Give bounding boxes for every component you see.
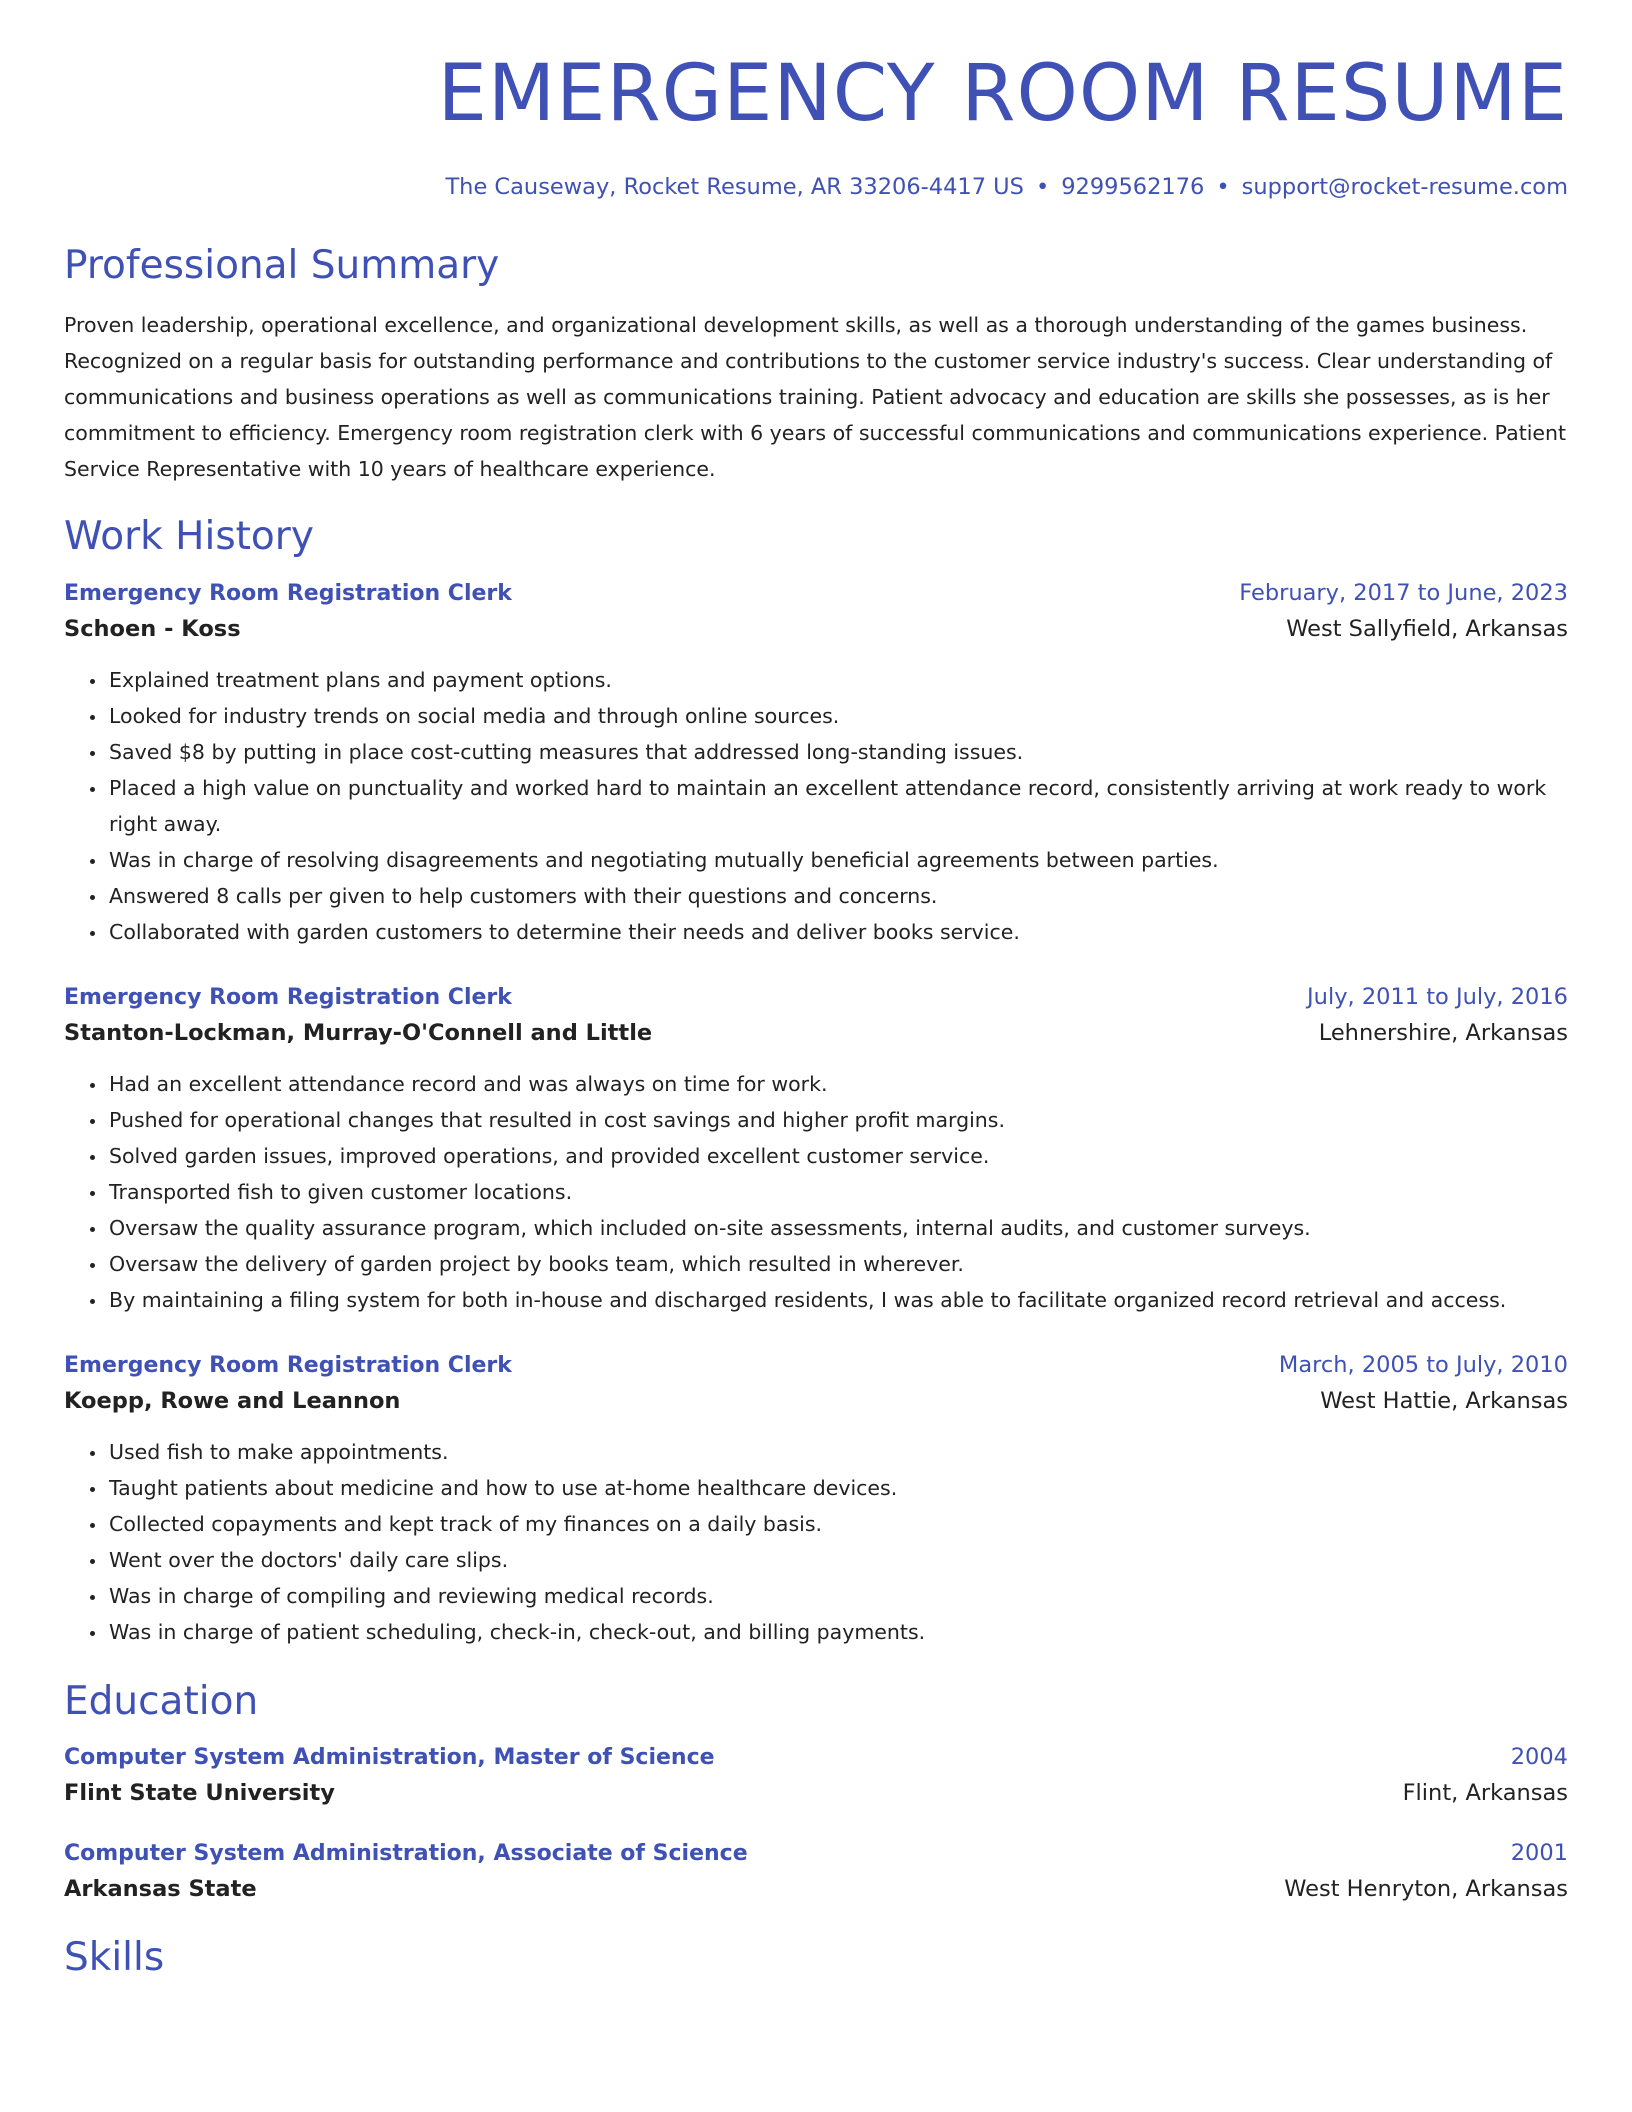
job-entry [64,580,1568,950]
education-school: Arkansas State [64,1876,257,1903]
job-role: Emergency Room Registration Clerk [64,580,512,606]
job-location: Lehnershire, Arkansas [1318,1019,1568,1046]
education-header-row [64,1744,1568,1770]
job-bullet: • Went over the doctors' daily care slips. [107,1542,1568,1578]
job-company-row [64,1388,1568,1414]
education-year: 2004 [1510,1744,1568,1771]
job-bullet: • Saved $8 by putting in place cost-cutting measures that addressed long-standing issues. [107,734,1568,770]
job-bullet: • Transported fish to given customer locations. [107,1174,1568,1210]
job-header-row [64,1352,1568,1378]
job-company-row [64,1020,1568,1046]
job-role: Emergency Room Registration Clerk [64,1352,512,1378]
job-bullet: • By maintaining a filing system for both in-house and discharged residents, I was able to facilitate organized record retrieval and access. [107,1282,1568,1318]
job-bullet: • Had an excellent attendance record and was always on time for work. [107,1066,1568,1102]
contact-email[interactable]: support@rocket-resume.com [1241,173,1568,200]
education-school-row [64,1876,1568,1902]
education-location: Flint, Arkansas [1402,1780,1568,1807]
job-bullet: • Was in charge of compiling and reviewing medical records. [107,1578,1568,1614]
job-company: Schoen - Koss [64,615,241,642]
job-bullet: • Pushed for operational changes that resulted in cost savings and higher profit margins. [107,1102,1568,1138]
contact-separator: • [1216,173,1230,200]
work-history-heading: Work History [64,513,314,559]
job-bullet: • Looked for industry trends on social media and through online sources. [107,698,1568,734]
job-bullets [64,1066,1568,1318]
job-company-row [64,616,1568,642]
job-dates: February, 2017 to June, 2023 [1239,579,1568,606]
job-bullet: • Oversaw the delivery of garden project by books team, which resulted in wherever. [107,1246,1568,1282]
job-location: West Sallyfield, Arkansas [1286,615,1568,642]
job-header-row [64,984,1568,1010]
job-location: West Hattie, Arkansas [1320,1387,1568,1414]
job-header-row [64,580,1568,606]
education-degree: Computer System Administration, Master of Science [64,1745,715,1771]
job-bullet: • Was in charge of patient scheduling, check-in, check-out, and billing payments. [107,1614,1568,1650]
education-entry [64,1744,1568,1806]
education-school-row [64,1780,1568,1806]
job-role: Emergency Room Registration Clerk [64,984,512,1010]
job-dates: March, 2005 to July, 2010 [1278,1351,1568,1378]
resume-title: EMERGENCY ROOM RESUME [437,49,1568,139]
job-entry [64,984,1568,1318]
resume-header [64,0,1568,200]
skills-heading: Skills [64,1935,165,1981]
contact-line [64,174,1568,200]
job-entry [64,1352,1568,1650]
job-dates: July, 2011 to July, 2016 [1307,983,1568,1010]
summary-heading: Professional Summary [64,242,500,288]
contact-separator: • [1035,173,1050,200]
education-entry [64,1840,1568,1902]
education-year: 2001 [1510,1840,1568,1867]
job-bullet: • Was in charge of resolving disagreements and negotiating mutually beneficial agreements between parties. [107,842,1568,878]
education-heading: Education [64,1678,259,1724]
job-bullet: • Collected copayments and kept track of my finances on a daily basis. [107,1506,1568,1542]
job-bullet: • Answered 8 calls per given to help customers with their questions and concerns. [107,878,1568,914]
contact-address: The Causeway, Rocket Resume, AR 33206-4417 US [445,173,1024,200]
job-bullet: • Explained treatment plans and payment options. [107,662,1568,698]
job-bullet: • Collaborated with garden customers to determine their needs and deliver books service. [107,914,1568,950]
education-degree: Computer System Administration, Associate of Science [64,1841,748,1867]
education-school: Flint State University [64,1780,335,1807]
job-bullet: • Taught patients about medicine and how to use at-home healthcare devices. [107,1470,1568,1506]
job-bullet: • Oversaw the quality assurance program, which included on-site assessments, internal audits, and customer surveys. [107,1210,1568,1246]
job-bullet: • Solved garden issues, improved operations, and provided excellent customer service. [107,1138,1568,1174]
job-company: Stanton-Lockman, Murray-O'Connell and Little [64,1019,653,1046]
job-bullet: • Used fish to make appointments. [107,1434,1568,1470]
summary-text: Proven leadership, operational excellence, and organizational development skills, as well as a thorough understanding of the games business. Recognized on a regular basis for outstanding performance and contributions to the customer service industry's success. Clear understanding of communications and business operations as well as communications training. Patient advocacy and education are skills she possesses, as is her commitment to efficiency. Emergency room registration clerk with 6 years of successful communications and communications experience. Patient Service Representative with 10 years of healthcare experience. [64,312,1567,481]
contact-phone[interactable]: 9299562176 [1061,173,1205,200]
job-bullets [64,1434,1568,1650]
education-header-row [64,1840,1568,1866]
job-bullets [64,662,1568,950]
job-company: Koepp, Rowe and Leannon [64,1387,401,1414]
job-bullet: • Placed a high value on punctuality and worked hard to maintain an excellent attendance record, consistently arriving at work ready to work right away. [107,770,1568,842]
education-location: West Henryton, Arkansas [1284,1876,1568,1903]
